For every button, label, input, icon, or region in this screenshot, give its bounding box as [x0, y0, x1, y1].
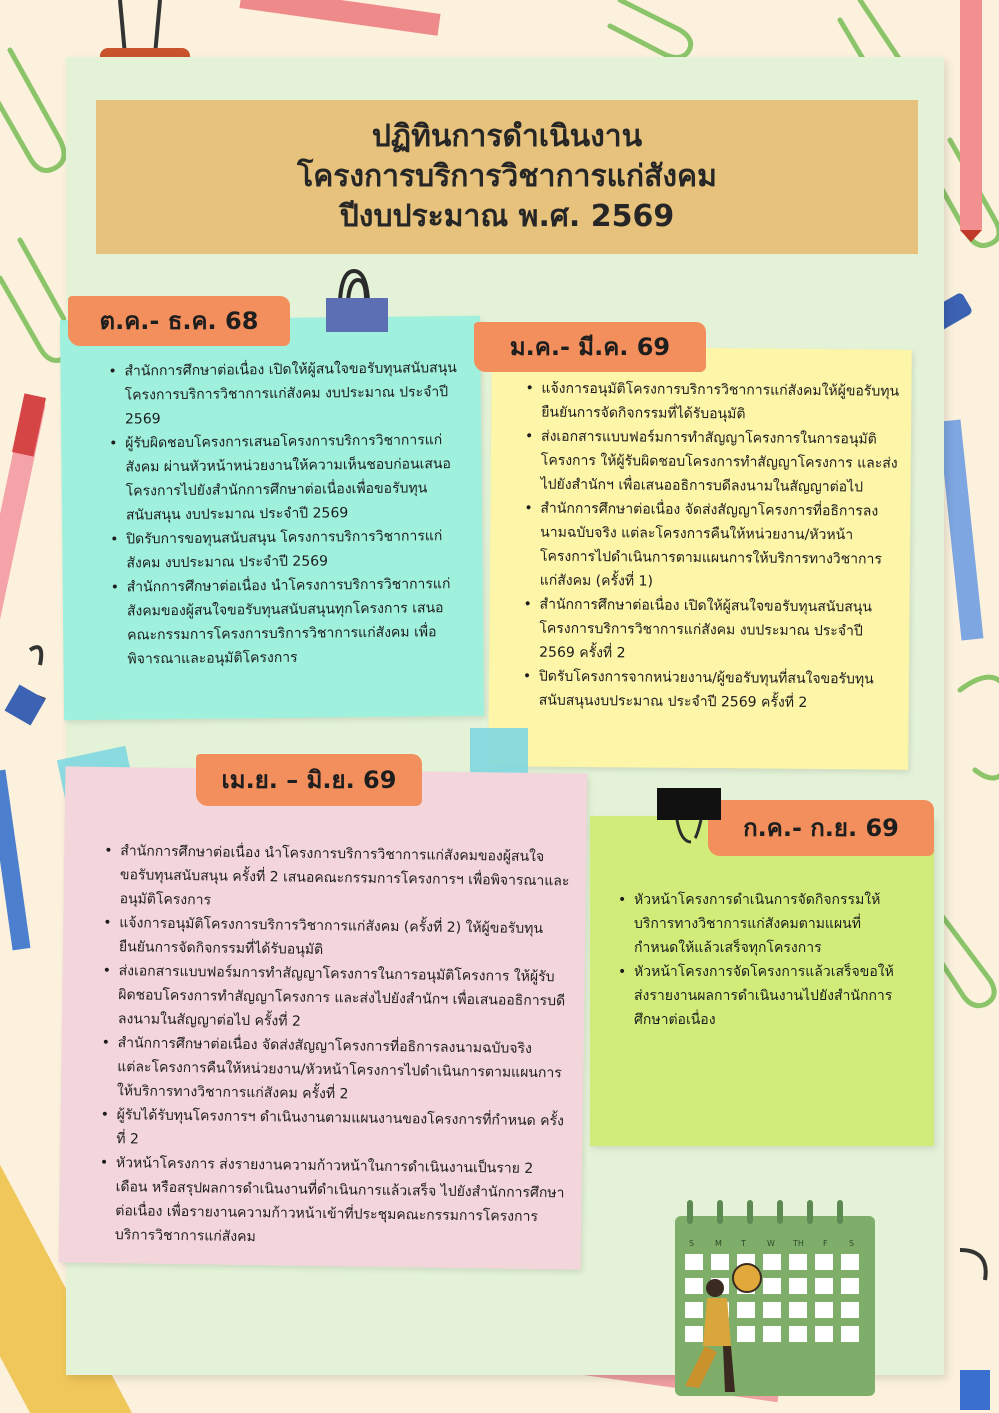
- calendar-day-label: TH: [793, 1239, 804, 1248]
- page-title-line2: โครงการบริการวิชาการแก่สังคม: [297, 159, 717, 194]
- list-item: • สำนักการศึกษาต่อเนื่อง จัดส่งสัญญาโครงการที่อธิการลงนามฉบับจริง แต่ละโครงการคืนให้หน่วยงาน/หัวหน้าโครงการไปดำเนินการตามแผนการให้บริการทางวิชาการแก่สังคม (ครั้งที่ 1): [540, 497, 899, 596]
- list-item: • สำนักการศึกษาต่อเนื่อง จัดส่งสัญญาโครงการที่อธิการลงนามฉบับจริง แต่ละโครงการคืนให้หน่วยงาน/หัวหน้าโครงการไปดำเนินการตามแผนการให้บริการทางวิชาการแก่สังคม ครั้งที่ 2: [117, 1031, 570, 1109]
- calendar-day-label: S: [689, 1239, 695, 1248]
- title-banner: [96, 100, 918, 254]
- list-item: • หัวหน้าโครงการดำเนินการจัดกิจกรรมให้บริการทางวิชาการแก่สังคมตามแผนที่กำหนดให้แล้วเสร็จทุกโครงการ: [634, 888, 904, 960]
- calendar-day-label: S: [849, 1239, 855, 1248]
- list-item: • สำนักการศึกษาต่อเนื่อง เปิดให้ผู้สนใจขอรับทุนสนับสนุน โครงการบริการวิชาการแก่สังคม งบประมาณ ประจำปี 2569 ครั้งที่ 2: [539, 593, 898, 668]
- list-item: • แจ้งการอนุมัติโครงการบริการวิชาการแก่สังคม (ครั้งที่ 2) ให้ผู้ขอรับทุนยืนยันการจัดกิจกรรมที่ได้รับอนุมัติ: [119, 911, 572, 965]
- binder-clip-icon: [655, 786, 735, 846]
- period-tag-q2: ม.ค.- มี.ค. 69: [474, 322, 706, 372]
- list-item: • ผู้รับผิดชอบโครงการเสนอโครงการบริการวิชาการแก่สังคม ผ่านหัวหน้าหน่วยงานให้ความเห็นชอบก่อนเสนอโครงการไปยังสำนักการศึกษาต่อเนื่องเพื่อขอรับทุนสนับสนุน งบประมาณ ประจำปี 2569: [125, 428, 462, 528]
- list-item: • ปิดรับโครงการจากหน่วยงาน/ผู้ขอรับทุนที่สนใจขอรับทุนสนับสนุนงบประมาณ ประจำปี 2569 ครั้งที่ 2: [539, 665, 897, 716]
- calendar-day-label: W: [767, 1239, 775, 1248]
- list-item: • แจ้งการอนุมัติโครงการบริการวิชาการแก่สังคมให้ผู้ขอรับทุนยืนยันการจัดกิจกรรมที่ได้รับอนุมัติ: [541, 377, 899, 428]
- list-item: • หัวหน้าโครงการ ส่งรายงานความก้าวหน้าในการดำเนินงานเป็นราย 2 เดือน หรือสรุปผลการดำเนินงานที่ดำเนินการแล้วเสร็จ ไปยังสำนักการศึกษาต่อเนื่อง เพื่อรายงานความก้าวหน้าเข้าที่ประชุมคณะกรรมการโครงการบริการวิชาการแก่สังคม: [115, 1151, 568, 1253]
- calendar-day-label: T: [741, 1239, 746, 1248]
- paperclip-icon: [0, 50, 74, 360]
- list-item: • สำนักการศึกษาต่อเนื่อง นำโครงการบริการวิชาการแก่สังคมของผู้สนใจขอรับทุนสนับสนุน ครั้งที่ 2 เสนอคณะกรรมการโครงการฯ เพื่อพิจารณาและอนุมัติโครงการ: [119, 839, 572, 917]
- list-item: • สำนักการศึกษาต่อเนื่อง นำโครงการบริการวิชาการแก่สังคมของผู้สนใจขอรับทุนสนับสนุนทุกโครงการ เสนอคณะกรรมการโครงการบริการวิชาการแก่สังคม เพื่อพิจารณาและอนุมัติโครงการ: [127, 572, 464, 672]
- period-tag-q4: ก.ค.- ก.ย. 69: [708, 800, 934, 856]
- binder-clip-icon: [5, 647, 46, 725]
- note-period-q1: [60, 316, 484, 720]
- calendar-icon: [665, 1196, 895, 1406]
- note-period-q2: [488, 346, 912, 770]
- calendar-day-label: M: [715, 1239, 722, 1248]
- period-tag-q1: ต.ค.- ธ.ค. 68: [68, 296, 290, 346]
- page-title-line1: ปฏิทินการดำเนินงาน: [371, 119, 643, 154]
- page-title-line3: ปีงบประมาณ พ.ศ. 2569: [339, 199, 675, 234]
- list-item: • ผู้รับได้รับทุนโครงการฯ ดำเนินงานตามแผนงานของโครงการที่กำหนด ครั้งที่ 2: [116, 1103, 569, 1157]
- binder-clip-icon: [960, 1250, 986, 1280]
- calendar-day-label: F: [823, 1239, 828, 1248]
- binder-clip-icon: [322, 266, 392, 336]
- list-item: • สำนักการศึกษาต่อเนื่อง เปิดให้ผู้สนใจขอรับทุนสนับสนุน โครงการบริการวิชาการแก่สังคม งบประมาณ ประจำปี 2569: [124, 356, 461, 432]
- list-item: • ปิดรับการขอทุนสนับสนุน โครงการบริการวิชาการแก่สังคม งบประมาณ ประจำปี 2569: [126, 524, 462, 576]
- list-item: • ส่งเอกสารแบบฟอร์มการทำสัญญาโครงการในการอนุมัติโครงการ ให้ผู้รับผิดชอบโครงการทำสัญญาโครงการ และส่งไปยังสำนักฯ เพื่อเสนออธิการบดีลงนามในสัญญาต่อไป ครั้งที่ 2: [118, 959, 571, 1037]
- note-period-q3: [59, 766, 588, 1269]
- note-period-q4: [590, 816, 934, 1146]
- list-item: • หัวหน้าโครงการจัดโครงการแล้วเสร็จขอให้ส่งรายงานผลการดำเนินงานไปยังสำนักการศึกษาต่อเนื่อง: [634, 960, 904, 1032]
- list-item: • ส่งเอกสารแบบฟอร์มการทำสัญญาโครงการในการอนุมัติโครงการ ให้ผู้รับผิดชอบโครงการทำสัญญาโครงการ และส่งไปยังสำนักฯ เพื่อเสนออธิการบดีลงนามในสัญญาต่อไป: [541, 425, 900, 500]
- period-tag-q3: เม.ย. – มิ.ย. 69: [196, 754, 422, 806]
